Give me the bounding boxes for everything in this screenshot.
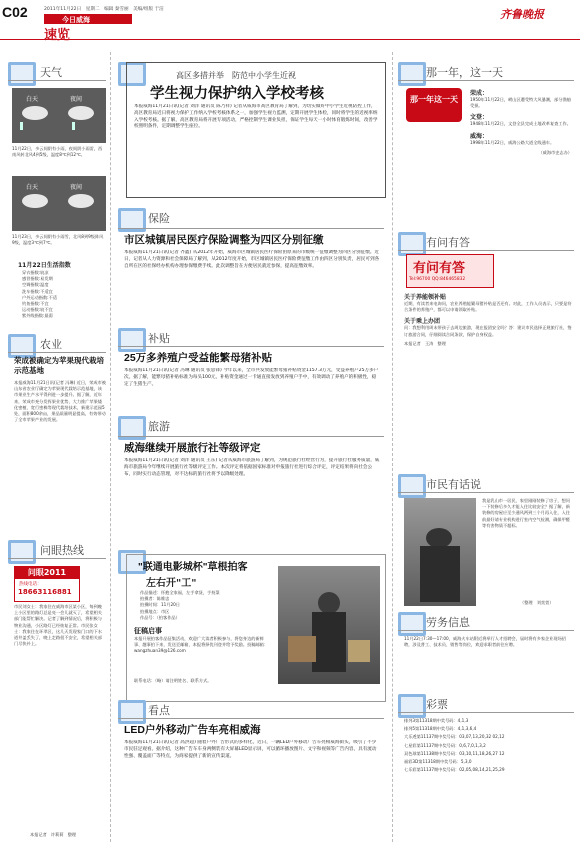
masthead <box>0 0 580 42</box>
history-banner <box>406 88 462 122</box>
history-entries <box>470 88 572 156</box>
photo-contest-info <box>140 590 270 621</box>
photo-contest-kicker: "联通电影城杯"草根拍客 <box>138 562 248 573</box>
history-label: 荣成： <box>470 90 489 97</box>
qa-signoff: 本报记者 王涛 整理 <box>404 340 446 346</box>
page-meta: 2011年11月22日 星期二 编辑 秦雪丽 美编/组版 于洁 <box>44 7 164 12</box>
qa-logo: 有问有答 <box>413 261 466 276</box>
ads-body: 本报威海11月21日讯(记者 高洪超) 随着户外广告形式的多样化，近日，一辆LED户外移动广告车亮相威海街头，吸引了不少市民驻足观看。据介绍，这种广告车车身两侧装有大屏幕LED显示屏，可以循环播放图片、文字和视频等广告内容，具有流动性强、覆盖面广等特点，为商家提供了新的宣传渠道。 <box>124 740 377 759</box>
photo-info-line: 作品号：（拍客作品） <box>140 614 180 620</box>
qa-answer: 近期，有读者来电询问，农业养殖能繁母猪补贴是否还有。对此，工作人员表示，只要是符合条件的养殖户，都可以申请领取补贴。 <box>404 301 572 313</box>
lottery-results <box>404 718 572 773</box>
day-label: 白天 <box>26 96 39 103</box>
weather-forecast-1 <box>12 88 106 143</box>
tourism-body: 本报威海11月21日讯(记者 刘洋 通讯员 王东) 记者从威海市旅游局了解到，为规范旅行社经营行为，提升旅行社服务质量，威海市旅游局今年继续开展旅行社等级评定工作。本次评定将依据国家标准对申报旅行社进行综合评定，评定结果将向社会公布，同时实行动态管理，对不达标的旅行社将予以降级处理。 <box>124 458 380 477</box>
qa-logo-banner <box>406 254 494 288</box>
photo-info-line: 拍摄地点：市区 <box>140 608 170 614</box>
hiring-tag: 劳务信息 <box>426 616 470 629</box>
hotline-ad-sub: 热线电话： <box>19 582 42 587</box>
agri-body: 本报威海11月21日讯(记者 冯琳) 近日，荣成市被山东省农业厅确定为苹果现代栽培示范基地，该市果业生产水平得到进一步提升。据了解，近年来，荣成市充分发挥果业优势，大力推广苹果矮化密植、宽行密株等现代栽培技术，新建示范园5处，面积800余亩，果品质量明显提高，有效带动了全市苹果产业的发展。 <box>14 380 106 423</box>
insurance-body: 本报威海11月21日讯(记者 齐鑫) 从2012年开始，威海市区城镇居民医疗保险由原来的市级统一征缴调整为四区分别征缴。近日，记者从人力资源和社会保障局了解到，从2012年度开始，市区城镇居民医疗保险费征缴工作由四区分别负责，居民可到各自所在区的社保经办机构办理参保缴费手续。此次调整旨在方便居民就近参保，提高征缴效率。 <box>124 250 380 269</box>
life-index-list <box>22 270 106 320</box>
citizen-tag: 市民有话说 <box>426 478 481 491</box>
qa-question: 关于乘上办团 <box>404 318 441 326</box>
hotline-signoff: 本报记者 许莉莉 整理 <box>30 832 77 837</box>
subsidy-headline: 25万多养殖户受益能繁母猪补贴 <box>124 352 273 364</box>
hotline-body: 市民刘女士：我家住在威海市区某小区，每到晚上小区里的路灯总是亮一会儿就灭了，希望相关部门能帮忙解决。记者了解到情况后，将积极与物业沟通，小区路灯已经恢复正常。市民张女士：我家住在环翠区，这几天发现家门口的下水道井盖丢失了，晚上走路很不安全，希望相关部门尽快补上。 <box>14 604 102 647</box>
citizen-body: 我是乳山市一居民，家里刚刚装修了房子，想问一下装修后多久才能入住比较安全？据了解，新装修的房屋应至少通风两到三个月再入住，入住前最好请专业机构进行室内空气检测，确保甲醛等有害物质不超标。 <box>482 498 570 528</box>
life-index-item: 穿衣指数:较凉 <box>22 270 49 275</box>
lottery-line: 七星彩第11137期中奖号码：0,6,7,0,1,3,2 <box>404 742 486 748</box>
life-index-item: 紫外线指数:最弱 <box>22 313 53 319</box>
ads-tag: 看点 <box>148 704 170 717</box>
street-photo <box>278 566 380 684</box>
section-title: 速览 <box>44 28 71 43</box>
hotline-ad <box>14 566 80 602</box>
lottery-tag: 彩票 <box>426 698 448 711</box>
photo-info-line: 拍摄者：陈维忠 <box>140 596 170 602</box>
night-label: 夜间 <box>70 96 83 103</box>
ads-headline: LED户外移动广告车亮相威海 <box>124 724 261 736</box>
life-index-item: 钓鱼指数:不宜 <box>22 301 49 307</box>
paper-logo: 齐鲁晚报 <box>500 8 544 21</box>
insurance-tag: 保险 <box>148 212 170 225</box>
lottery-line: 福彩3D第11318期中奖号码：5,3,0 <box>404 759 472 765</box>
qa-tag: 有问有答 <box>426 236 470 249</box>
history-text: 1950年11月22日，崂山区遭受特大风暴潮，部分渔船受损。 <box>470 97 571 109</box>
lead-body: 本报威海11月21日讯(记者 刘洋 通讯员 陈乃祥) 记者从威海市高区教育局了解到，为切实做好中小学生近视防控工作，高区教育局近日将视力保护工作纳入学校考核体系之一，加强学生视力监测，定期开展学生体检，同时将学生的近视率纳入学校考核。据了解，高区教育局将开展专项活动，严格控制学生课业负担，保证学生每天一小时体育锻炼时间，改善学校照明条件，定期调整学生座位。 <box>134 104 378 130</box>
hiring-body: 11月22日7:30—17:00，威海火车站附近将举行人才招聘会，届时将有多家企业现场招聘，涉及普工、技术员、销售等岗位，欢迎求职者前往应聘。 <box>404 636 566 648</box>
night-label: 夜间 <box>70 184 83 191</box>
life-index-item: 空调指数:温度 <box>22 282 49 288</box>
section-top-label: 今日威海 <box>62 16 90 24</box>
lottery-line: 双色球第11138期中奖号码：03,10,11,18,26,27 12 <box>404 750 505 756</box>
qa-phone: Tel:96700 QQ:846465832 <box>409 277 466 282</box>
subsidy-tag: 补贴 <box>148 332 170 345</box>
hotline-tag: 问眼热线 <box>40 544 84 557</box>
lottery-line: 七乐彩第11137期中奖号码：02,05,08,14,21,25,29 <box>404 767 505 773</box>
life-index-item: 运动指数:较不宜 <box>22 307 53 313</box>
citizen-photo <box>404 498 476 606</box>
call-for-entries-body: 本报开展拍客作品征集活动，欢迎广大读者积极参与，将您身边的新鲜事、趣事拍下来，发送至邮箱，本报将择优刊登并给予奖励。投稿邮箱：wangzhuan39@126.com <box>134 636 269 654</box>
insurance-headline: 市区城镇居民医疗保险调整为四区分别征缴 <box>124 234 324 246</box>
qa-entries <box>404 292 572 347</box>
weather-tag: 天气 <box>40 66 62 79</box>
lead-kicker: 高区多措并举 防范中小学生近视 <box>176 71 296 80</box>
history-text: 1998年11月22日，威海公路大道全线通车。 <box>470 139 555 145</box>
day-label: 白天 <box>26 184 39 191</box>
life-index-item: 洗车指数:不适宜 <box>22 288 53 294</box>
photo-info-line: 拍摄时间：11月20日 <box>140 602 180 608</box>
citizen-signoff: （整理 刘奕萱） <box>520 600 554 605</box>
lottery-line: 排列5第11318期中奖号码：4,1,3,6,4 <box>404 726 477 732</box>
life-index-item: 户外运动指数:不适 <box>22 294 57 300</box>
weather-caption-2: 11月23日，多云间阴有小雨雪，北风8到9级阵风9级，温度3℃到7℃。 <box>12 234 104 246</box>
agri-headline: 荣成被确定为苹果现代栽培示范基地 <box>14 356 104 375</box>
history-source: （威海市史志办） <box>538 149 572 155</box>
history-label: 威海： <box>470 132 489 140</box>
tourism-headline: 威海继续开展旅行社等级评定 <box>124 442 261 454</box>
lottery-line: 排列3第11318期中奖号码：4,1,3 <box>404 718 469 723</box>
photo-info-line: 作品描述：怀抱全家福，左手拿货，手持菜 <box>140 590 220 595</box>
history-text: 1948年11月22日，文登全县完成土地改革复查工作。 <box>470 121 571 127</box>
lead-headline: 学生视力保护纳入学校考核 <box>150 86 324 102</box>
agri-tag: 农业 <box>40 338 62 351</box>
life-index-title: 11月22日生活指数 <box>18 262 71 269</box>
weather-caption-1: 11月22日，多云间阴有小雨，夜间阴小雨雷，西南风转北风4到5级，温度8℃到12℃。 <box>12 146 103 158</box>
page-number: C02 <box>2 4 28 20</box>
life-index-item: 感冒指数:易发期 <box>22 276 53 282</box>
section-banner <box>44 14 132 24</box>
call-for-entries-title: 征稿启事 <box>134 627 162 635</box>
lottery-line: 大乐透第11137期中奖号码：03,07,13,20,32 02,12 <box>404 734 505 740</box>
history-banner-text: 那一年这一天 <box>410 95 458 104</box>
history-tag: 那一年，这一天 <box>426 66 503 79</box>
hotline-ad-title: 问眼2011 <box>15 567 79 579</box>
tourism-tag: 旅游 <box>148 420 170 433</box>
hotline-phone: 18663116881 <box>18 588 72 596</box>
photo-contest-title: 左右开"工" <box>146 578 197 589</box>
qa-answer: 问：我想利用周末带孩子去周边旅游，现在报团安全吗？答：建议市民选择正规旅行社，签订旅游合同，仔细阅读合同条款，保护自身权益。 <box>404 325 572 337</box>
subsidy-body: 本报威海11月21日讯(记者 冯琳 通讯员 张思锋) 今年以来，全市共发放能繁母猪补贴资金1157.3万元，受益养殖户25万多户次。据了解，能繁母猪补贴标准为每头100元，补贴资金通过一卡通直接发放到养殖户手中，有效调动了养殖户的积极性，稳定了生猪生产。 <box>124 368 379 387</box>
history-label: 文登： <box>470 114 489 122</box>
call-for-entries-note: 联系电话：（略）请注明姓名、联系方式。 <box>134 678 212 683</box>
qa-question: 关于养能领补贴 <box>404 294 447 301</box>
weather-forecast-2 <box>12 176 106 231</box>
